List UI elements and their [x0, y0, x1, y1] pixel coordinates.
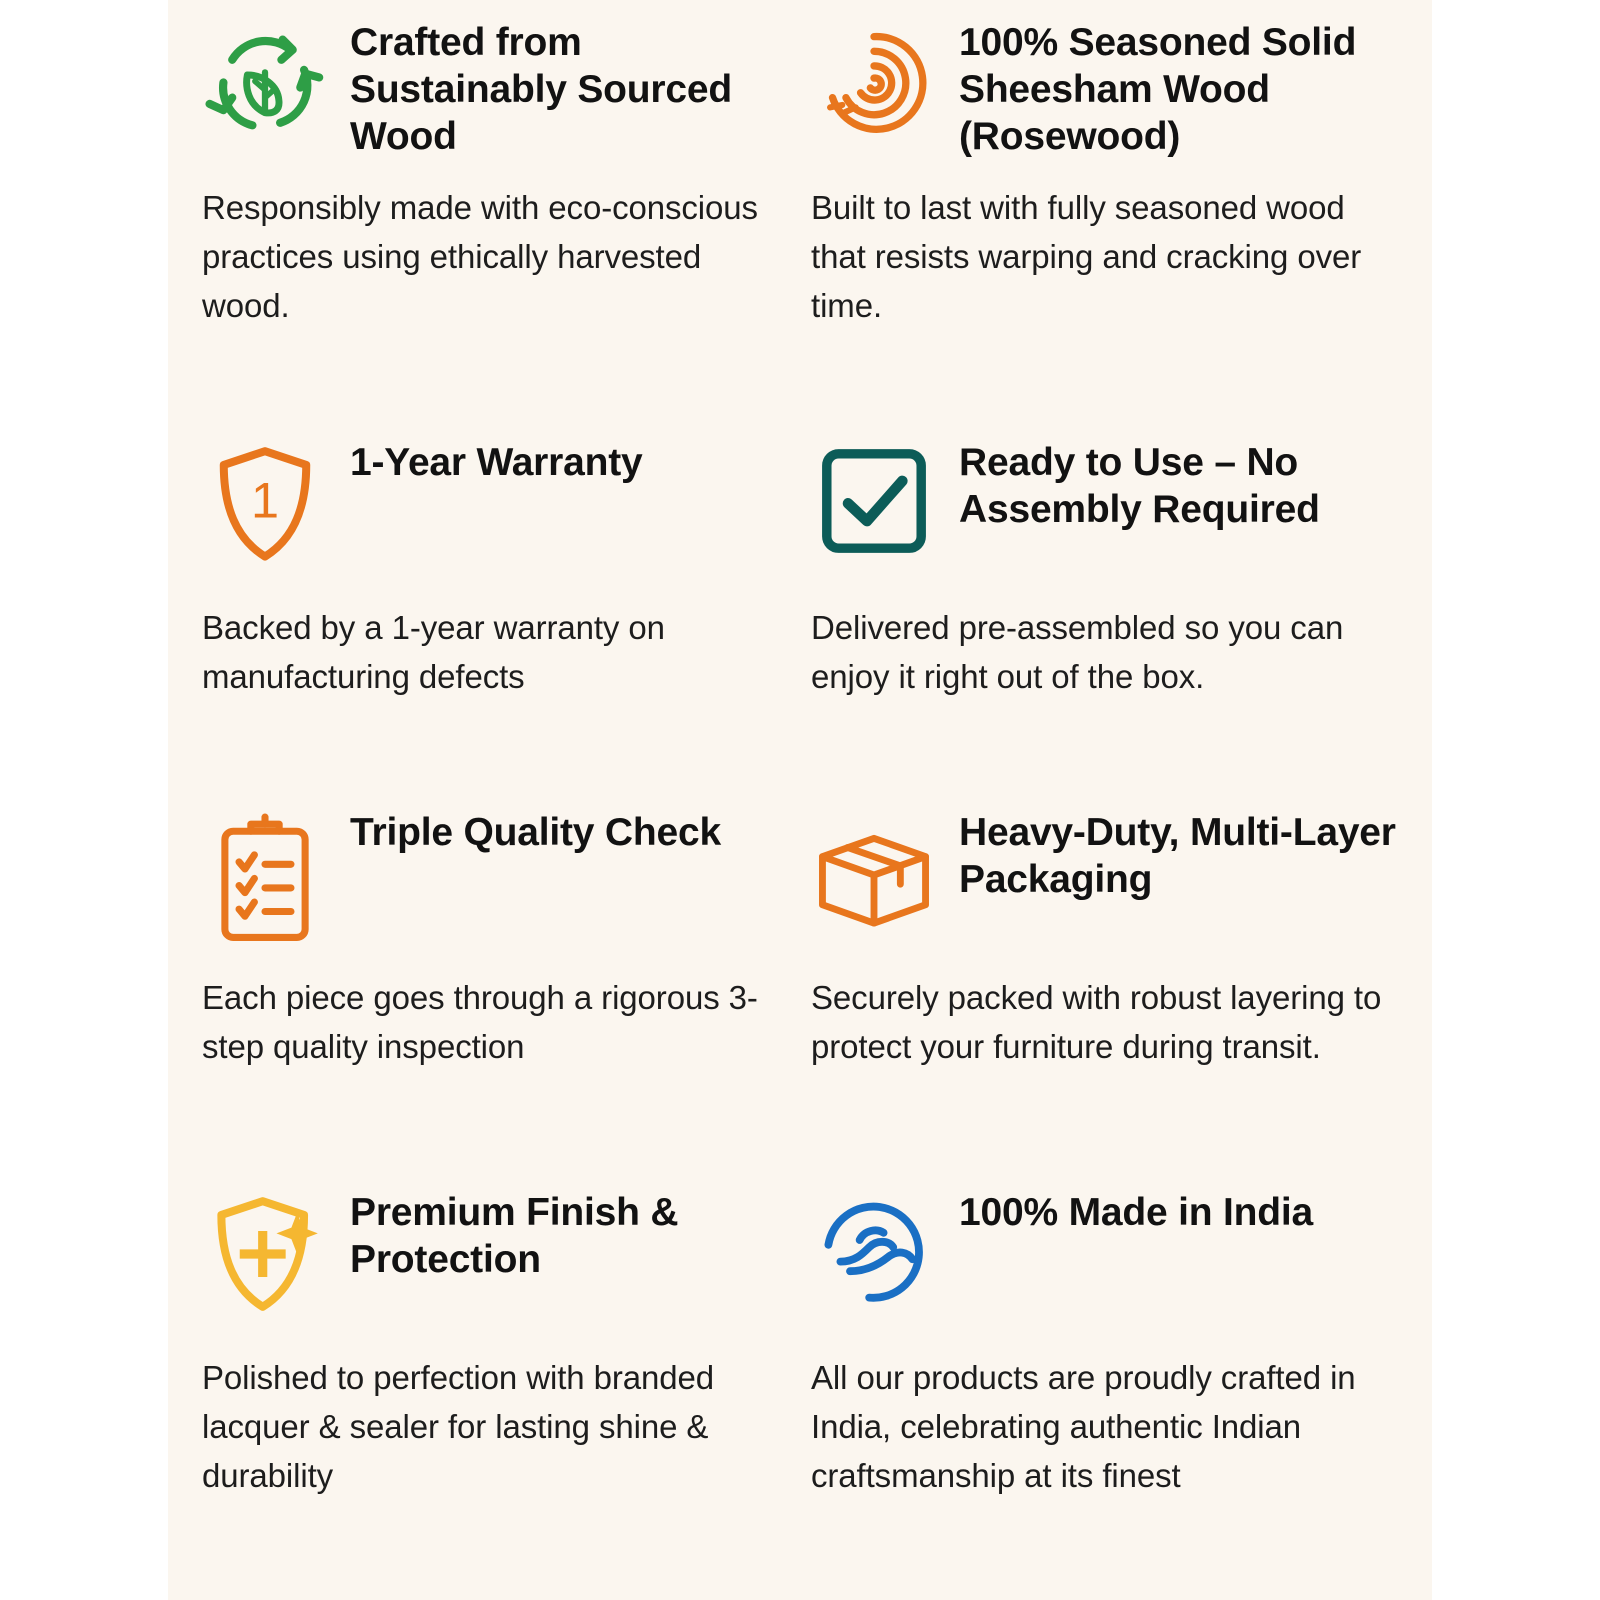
feature-header: [811, 18, 1398, 168]
hand-heart-india-icon: [811, 1188, 937, 1338]
feature-description: All our products are proudly crafted in India, celebrating authentic Indian craftsmanship at its finest: [811, 1359, 1356, 1494]
feature-header: [202, 1188, 789, 1338]
feature-quality-check: [202, 808, 789, 1188]
feature-cell-made-in-india: [811, 1188, 1398, 1518]
feature-premium-finish: [202, 1188, 789, 1518]
feature-title: Crafted from Sustainably Sourced Wood: [350, 21, 732, 158]
feature-cell-premium-finish: [202, 1188, 789, 1518]
feature-title: Triple Quality Check: [350, 811, 721, 854]
feature-title: 100% Made in India: [959, 1191, 1314, 1234]
feature-header: [202, 438, 789, 588]
feature-description: Backed by a 1-year warranty on manufacturing defects: [202, 609, 665, 695]
feature-header: [811, 1188, 1398, 1338]
feature-description: Securely packed with robust layering to protect your furniture during transit.: [811, 979, 1382, 1065]
feature-sustainable-wood: [202, 18, 789, 438]
feature-packaging: [811, 808, 1398, 1188]
feature-title: 1-Year Warranty: [350, 441, 643, 484]
feature-title: Ready to Use – No Assembly Required: [959, 441, 1320, 531]
feature-description: Each piece goes through a rigorous 3-step quality inspection: [202, 979, 758, 1065]
features-grid: [202, 18, 1398, 1518]
feature-description: Delivered pre-assembled so you can enjoy it right out of the box.: [811, 609, 1344, 695]
feature-cell-warranty: [202, 438, 789, 808]
svg-text:1: 1: [250, 471, 280, 529]
wood-grain-icon: [811, 18, 937, 168]
feature-description: Polished to perfection with branded lacquer & sealer for lasting shine & durability: [202, 1359, 714, 1494]
feature-ready-to-use: [811, 438, 1398, 808]
feature-cell-sustainable-wood: [202, 18, 789, 438]
recycle-leaf-icon: [202, 18, 328, 168]
feature-header: [202, 808, 789, 958]
shield-one-icon: [202, 438, 328, 588]
feature-header: [811, 808, 1398, 958]
feature-description: Responsibly made with eco-conscious practices using ethically harvested wood.: [202, 189, 758, 324]
shield-sparkle-icon: [202, 1188, 328, 1338]
feature-seasoned-wood: [811, 18, 1398, 438]
feature-cell-ready-to-use: [811, 438, 1398, 808]
feature-cell-packaging: [811, 808, 1398, 1188]
feature-description: Built to last with fully seasoned wood that resists warping and cracking over time.: [811, 189, 1362, 324]
checkbox-check-icon: [811, 438, 937, 588]
feature-header: [811, 438, 1398, 588]
features-sheet: [168, 0, 1432, 1600]
feature-made-in-india: [811, 1188, 1398, 1518]
feature-title: Premium Finish & Protection: [350, 1191, 679, 1281]
feature-cell-seasoned-wood: [811, 18, 1398, 438]
clipboard-checklist-icon: [202, 808, 328, 958]
feature-title: 100% Seasoned Solid Sheesham Wood (Rosewood): [959, 21, 1357, 158]
feature-title: Heavy-Duty, Multi-Layer Packaging: [959, 811, 1396, 901]
package-box-icon: [811, 808, 937, 958]
feature-header: [202, 18, 789, 168]
feature-warranty: [202, 438, 789, 808]
feature-cell-quality-check: [202, 808, 789, 1188]
